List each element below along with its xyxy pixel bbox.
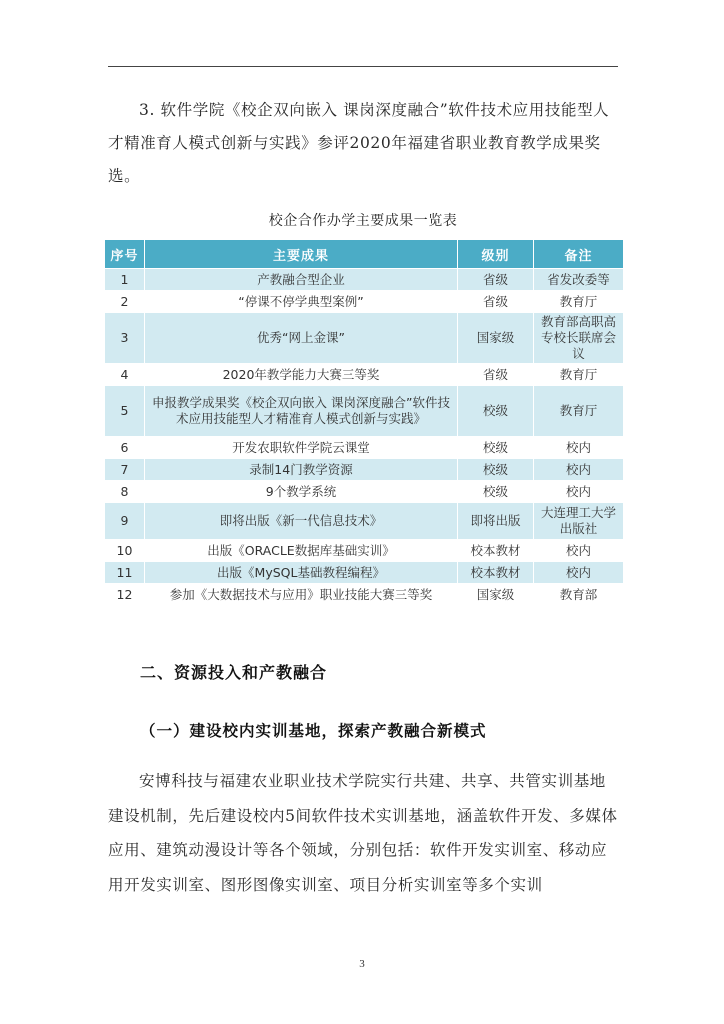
- cell-level: 校级: [458, 386, 534, 437]
- cell-achievement: 出版《ORACLE数据库基础实训》: [145, 540, 458, 562]
- cell-achievement: 2020年教学能力大赛三等奖: [145, 364, 458, 386]
- cell-level: 校级: [458, 437, 534, 459]
- section-heading: 二、资源投入和产教融合: [140, 663, 328, 682]
- header-achievement: 主要成果: [145, 240, 458, 269]
- cell-note: 省发改委等: [534, 269, 624, 291]
- cell-no: 1: [105, 269, 145, 291]
- cell-note: 教育厅: [534, 386, 624, 437]
- cell-level: 省级: [458, 269, 534, 291]
- cell-note: 校内: [534, 562, 624, 584]
- cell-note: 教育部高职高专校长联席会议: [534, 313, 624, 364]
- header-note: 备注: [534, 240, 624, 269]
- cell-note: 校内: [534, 459, 624, 481]
- cell-achievement: 即将出版《新一代信息技术》: [145, 503, 458, 540]
- cell-no: 12: [105, 584, 145, 606]
- cell-level: 国家级: [458, 313, 534, 364]
- cell-level: 国家级: [458, 584, 534, 606]
- cell-level: 校级: [458, 481, 534, 503]
- cell-achievement: 优秀“网上金课”: [145, 313, 458, 364]
- table-row: [105, 459, 624, 481]
- table-row: [105, 562, 624, 584]
- table-row: [105, 503, 624, 540]
- cell-level: 校本教材: [458, 540, 534, 562]
- table-header-row: [105, 240, 624, 269]
- cell-achievement: 申报教学成果奖《校企双向嵌入 课岗深度融合”软件技术应用技能型人才精准育人模式创新与实践》: [145, 386, 458, 437]
- table-row: [105, 481, 624, 503]
- cell-achievement: 出版《MySQL基础教程编程》: [145, 562, 458, 584]
- cell-no: 9: [105, 503, 145, 540]
- cell-no: 7: [105, 459, 145, 481]
- cell-note: 校内: [534, 437, 624, 459]
- cell-achievement: 开发农职软件学院云课堂: [145, 437, 458, 459]
- cell-achievement: 产教融合型企业: [145, 269, 458, 291]
- cell-achievement: 参加《大数据技术与应用》职业技能大赛三等奖: [145, 584, 458, 606]
- cell-no: 5: [105, 386, 145, 437]
- table-row: [105, 291, 624, 313]
- cell-achievement: 9个教学系统: [145, 481, 458, 503]
- table-row: [105, 269, 624, 291]
- table-row: [105, 313, 624, 364]
- cell-note: 教育厅: [534, 364, 624, 386]
- table-row: [105, 584, 624, 606]
- cell-note: 校内: [534, 540, 624, 562]
- cell-no: 3: [105, 313, 145, 364]
- cell-level: 校本教材: [458, 562, 534, 584]
- table-row: [105, 540, 624, 562]
- header-rule: [108, 66, 618, 67]
- cell-no: 10: [105, 540, 145, 562]
- cell-note: 校内: [534, 481, 624, 503]
- intro-paragraph: 3. 软件学院《校企双向嵌入 课岗深度融合”软件技术应用技能型人才精准育人模式创新与实践》参评2020年福建省职业教育教学成果奖选。: [108, 101, 610, 185]
- subsection-heading: （一）建设校内实训基地，探索产教融合新模式: [140, 722, 487, 740]
- table-row: [105, 364, 624, 386]
- cell-note: 教育厅: [534, 291, 624, 313]
- cell-no: 11: [105, 562, 145, 584]
- cell-level: 校级: [458, 459, 534, 481]
- cell-no: 6: [105, 437, 145, 459]
- cell-level: 省级: [458, 364, 534, 386]
- achievements-table: [104, 239, 624, 606]
- cell-no: 8: [105, 481, 145, 503]
- table-row: [105, 386, 624, 437]
- cell-no: 2: [105, 291, 145, 313]
- cell-note: 大连理工大学出版社: [534, 503, 624, 540]
- header-no: 序号: [105, 240, 145, 269]
- table-caption: 校企合作办学主要成果一览表: [268, 213, 458, 229]
- cell-achievement: 录制14门教学资源: [145, 459, 458, 481]
- cell-achievement: “停课不停学典型案例”: [145, 291, 458, 313]
- header-level: 级别: [458, 240, 534, 269]
- body-paragraph: 安博科技与福建农业职业技术学院实行共建、共享、共管实训基地建设机制，先后建设校内5间软件技术实训基地，涵盖软件开发、多媒体应用、建筑动漫设计等各个领域，分别包括：软件开发实训室、移动应用开发实训室、图形图像实训室、项目分析实训室等多个实训: [108, 772, 618, 894]
- table-row: [105, 437, 624, 459]
- cell-note: 教育部: [534, 584, 624, 606]
- cell-no: 4: [105, 364, 145, 386]
- cell-level: 省级: [458, 291, 534, 313]
- page-number: 3: [359, 958, 365, 970]
- cell-level: 即将出版: [458, 503, 534, 540]
